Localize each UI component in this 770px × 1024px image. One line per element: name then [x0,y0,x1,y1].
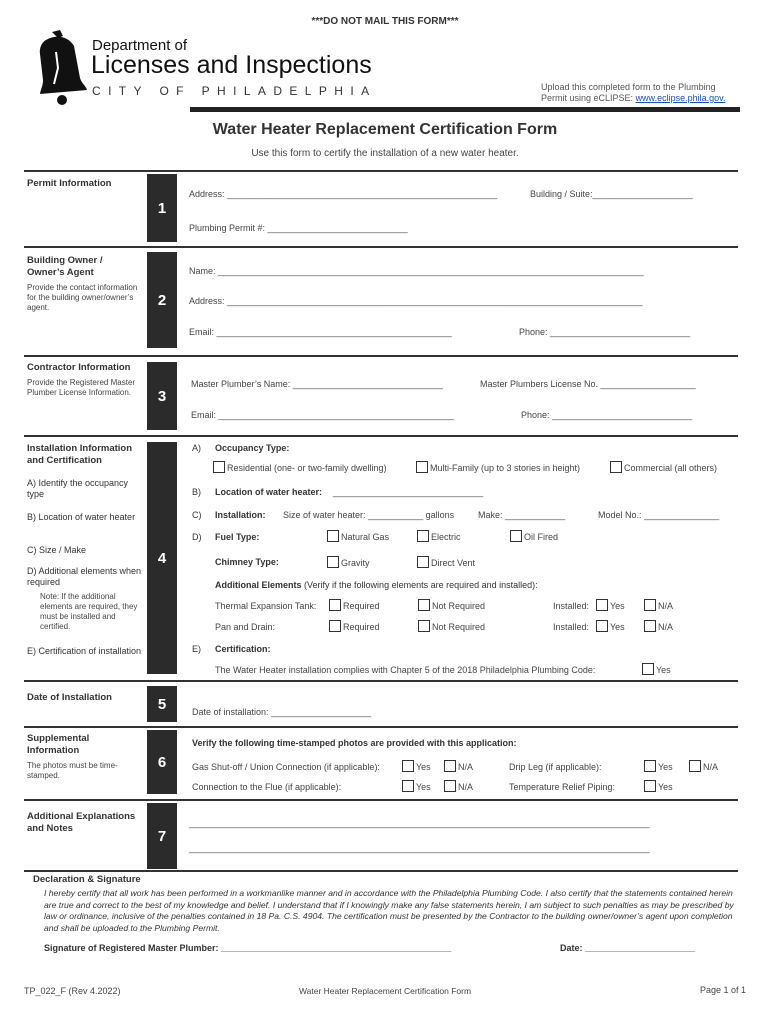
section1-label: Permit Information [27,178,112,189]
flue-label: Connection to the Flue (if applicable): [192,782,342,792]
section7-number: 7 [147,803,177,869]
drip-na-option[interactable]: N/A [689,760,718,772]
section1-number: 1 [147,174,177,242]
flue-na-option[interactable]: N/A [444,780,473,792]
page-subtitle: Use this form to certify the installation of a new water heater. [251,148,519,159]
location-heading: Location of water heater: [215,487,323,497]
a-label: A) [192,443,201,453]
thermal-na-option[interactable]: N/A [644,599,673,611]
section3-number: 3 [147,362,177,430]
compliance-yes-checkbox[interactable] [642,663,654,675]
pan-required-checkbox[interactable] [329,620,341,632]
gas-yes-option[interactable]: Yes [402,760,431,772]
section5-label: Date of Installation [27,692,112,703]
upload-note: Upload this completed form to the Plumbing Permit using eCLIPSE: www.eclipse.phila.gov. [541,82,726,103]
section5-number: 5 [147,686,177,722]
left-item-c: C) Size / Make [27,545,87,555]
location-field[interactable]: ______________________________ [333,487,484,497]
owner-email-field[interactable]: Email: _______________________________________________ [189,327,452,337]
gas-yes-checkbox[interactable] [402,760,414,772]
section3-label: Contractor Information Provide the Registered Master Plumber License Information. [27,362,136,397]
compliance-text: The Water Heater installation complies with Chapter 5 of the 2018 Philadelphia Plumbing Code: [215,665,596,675]
contractor-email-field[interactable]: Email: _______________________________________________ [191,410,454,420]
section-divider [24,435,738,437]
gravity-checkbox[interactable] [327,556,339,568]
gravity-option[interactable]: Gravity [327,556,370,568]
footer-form-title: Water Heater Replacement Certification Form [298,986,472,996]
oil-fired-option[interactable]: Oil Fired [510,530,558,542]
drip-na-checkbox[interactable] [689,760,701,772]
flue-na-checkbox[interactable] [444,780,456,792]
gas-na-checkbox[interactable] [444,760,456,772]
master-plumber-license-field[interactable]: Master Plumbers License No. ___________________ [480,379,696,389]
pan-yes-option[interactable]: Yes [596,620,625,632]
left-item-e: E) Certification of installation [27,646,142,656]
pan-not-required-checkbox[interactable] [418,620,430,632]
section2-number: 2 [147,252,177,348]
pan-not-required-option[interactable]: Not Required [418,620,485,632]
footer-page-number: Page 1 of 1 [700,985,747,995]
thermal-na-checkbox[interactable] [644,599,656,611]
notes-line-1[interactable]: ____________________________________________________________________________________________ [189,818,650,828]
certification-heading: Certification: [215,644,271,654]
pan-na-option[interactable]: N/A [644,620,673,632]
header-rule [190,107,740,112]
left-item-a: A) Identify the occupancy type [27,478,129,499]
model-field[interactable]: Model No.: _______________ [598,510,720,520]
top-notice: ***DO NOT MAIL THIS FORM*** [311,16,459,27]
building-suite-field[interactable]: Building / Suite:____________________ [530,189,693,199]
e-label: E) [192,644,201,654]
thermal-yes-option[interactable]: Yes [596,599,625,611]
make-field[interactable]: Make: ____________ [478,510,566,520]
thermal-yes-checkbox[interactable] [596,599,608,611]
thermal-label: Thermal Expansion Tank: [215,601,317,611]
natural-gas-option[interactable]: Natural Gas [327,530,389,542]
c-label: C) [192,510,202,520]
section-divider [24,870,738,872]
natural-gas-checkbox[interactable] [327,530,339,542]
logo-line2: Licenses and Inspections [91,51,372,79]
logo-line3: CITY OF PHILADELPHIA [92,84,377,98]
pan-label: Pan and Drain: [215,622,276,632]
direct-vent-checkbox[interactable] [417,556,429,568]
pan-installed-label: Installed: [553,622,590,632]
drip-yes-checkbox[interactable] [644,760,656,772]
electric-checkbox[interactable] [417,530,429,542]
trp-yes-checkbox[interactable] [644,780,656,792]
gas-na-option[interactable]: N/A [444,760,473,772]
drip-label: Drip Leg (if applicable): [509,762,602,772]
residential-option[interactable]: Residential (one- or two-family dwelling) [213,461,387,473]
thermal-not-required-option[interactable]: Not Required [418,599,485,611]
section-divider [24,170,738,172]
page-title: Water Heater Replacement Certification Form [212,121,558,138]
section-divider [24,726,738,728]
residential-checkbox[interactable] [213,461,225,473]
notes-line-2[interactable]: ____________________________________________________________________________________________ [189,843,650,853]
installation-heading: Installation: [215,510,266,520]
pan-na-checkbox[interactable] [644,620,656,632]
multifamily-option[interactable]: Multi-Family (up to 3 stories in height) [416,461,580,473]
multifamily-checkbox[interactable] [416,461,428,473]
section-divider [24,355,738,357]
additional-elements-heading: Additional Elements (Verify if the following elements are required and installed): [215,580,538,590]
section6-number: 6 [147,730,177,794]
owner-name-field[interactable]: Name: _____________________________________________________________________________________ [189,266,644,276]
section-divider [24,680,738,682]
section-divider [24,246,738,248]
thermal-installed-label: Installed: [553,601,590,611]
occupancy-type-heading: Occupancy Type: [215,443,290,453]
direct-vent-option[interactable]: Direct Vent [417,556,475,568]
commercial-checkbox[interactable] [610,461,622,473]
thermal-required-option[interactable]: Required [329,599,380,611]
plumbing-permit-field[interactable]: Plumbing Permit #: ____________________________ [189,223,408,233]
size-field[interactable]: Size of water heater: ___________ gallons [283,510,455,520]
thermal-not-required-checkbox[interactable] [418,599,430,611]
owner-address-field[interactable]: Address: ___________________________________________________________________________________ [189,296,643,306]
left-item-d: D) Additional elements when required [27,566,142,587]
verify-heading: Verify the following time-stamped photos are provided with this application: [192,738,517,748]
commercial-option[interactable]: Commercial (all others) [610,461,717,473]
footer-form-code: TP_022_F (Rev 4.2022) [24,986,121,996]
logo-line1: Department of [92,37,188,54]
chimney-type-heading: Chimney Type: [215,557,279,567]
thermal-required-checkbox[interactable] [329,599,341,611]
signature-date-field[interactable]: Date: ______________________ [560,943,696,953]
compliance-yes-option[interactable]: Yes [642,663,671,675]
d-label: D) [192,532,202,542]
section4-number: 4 [147,442,177,674]
b-label: B) [192,487,201,497]
section2-label: Building Owner / Owner’s Agent Provide the contact information for the building owner/owner’s agent. [27,255,138,312]
declaration-text: I hereby certify that all work has been performed in a workmanlike manner and in accordance with the Philadelphia Plumbing Code. I also certify that the statements contained herein are true and correct to the best of my knowledge and belief. I understand that if I knowingly make any false statements herein, I am subject to such penalties as may be prescribed by law or ordinance, inclusive of the penalties contained in 18 Pa. C.S. 4904. The certification must be presented by the Contractor to the building owner/owner’s agent upon completion and shall be uploaded to the Plumbing Permit. [44,888,734,933]
electric-option[interactable]: Electric [417,530,461,542]
fuel-type-heading: Fuel Type: [215,532,260,542]
section6-label: Supplemental Information The photos must be time-stamped. [27,733,118,780]
flue-yes-checkbox[interactable] [402,780,414,792]
section7-label: Additional Explanations and Notes [27,811,136,834]
contractor-phone-field[interactable]: Phone: ____________________________ [521,410,693,420]
pan-required-option[interactable]: Required [329,620,380,632]
flue-yes-option[interactable]: Yes [402,780,431,792]
trp-label: Temperature Relief Piping: [509,782,616,792]
drip-yes-option[interactable]: Yes [644,760,673,772]
liberty-bell-icon [30,28,88,108]
master-plumber-name-field[interactable]: Master Plumber’s Name: ______________________________ [191,379,443,389]
trp-yes-option[interactable]: Yes [644,780,673,792]
section-divider [24,799,738,801]
section4-label: Installation Information and Certification [27,443,133,466]
installation-date-field[interactable]: Date of installation: ____________________ [192,707,372,717]
address-field[interactable]: Address: ______________________________________________________ [189,189,498,199]
left-item-b: B) Location of water heater [27,512,136,522]
owner-phone-field[interactable]: Phone: ____________________________ [519,327,691,337]
signature-field[interactable]: Signature of Registered Master Plumber: ______________________________________________ [44,943,452,953]
declaration-heading: Declaration & Signature [33,874,141,885]
left-item-d-note: Note: If the additional elements are required, they must be installed and certified. [40,592,138,631]
oil-fired-checkbox[interactable] [510,530,522,542]
gas-label: Gas Shut-off / Union Connection (if applicable): [192,762,380,772]
pan-yes-checkbox[interactable] [596,620,608,632]
eclipse-link[interactable]: www.eclipse.phila.gov. [635,93,726,103]
